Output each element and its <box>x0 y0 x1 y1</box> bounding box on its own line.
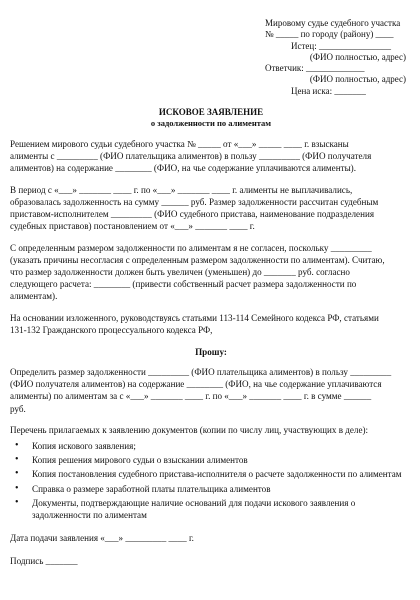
paragraph-line: образовалась задолженность на сумму ______ руб. Размер задолженности рассчитан судебным <box>10 196 379 207</box>
paragraph-line: Решением мирового судьи судебного участка № _____ от «___» _____ ____ г. взысканы <box>10 139 349 150</box>
addressee-court: Мировому судье судебного участка <box>265 18 401 28</box>
paragraph-line: 131-132 Гражданского процессуального кодекса РФ, <box>10 324 213 335</box>
attachments-list <box>10 440 412 521</box>
attachment-item: • Документы, подтверждающие наличие оснований для подачи искового заявления о задолженности по алиментам <box>10 497 412 521</box>
paragraph-debt <box>10 184 412 233</box>
defendant-hint: (ФИО полностью, адрес) <box>309 74 406 85</box>
filing-date-line: Дата подачи заявления «___» _________ ____ г. <box>10 533 194 544</box>
request-heading: Прошу: <box>195 346 227 357</box>
paragraph-line: С определенным размером задолженности по алиментам я не согласен, поскольку _________ <box>10 242 372 253</box>
addressee-block <box>265 18 412 97</box>
plaintiff-line: Истец: ________________ <box>291 40 391 51</box>
paragraph-request <box>10 366 412 415</box>
paragraph-line: судебных приставов) постановлением от «___» _______ ____ г. <box>10 221 255 232</box>
paragraph-line: что размер задолженности должен быть увеличен (уменьшен) до _______ руб. согласно <box>10 266 350 277</box>
plaintiff-hint: (ФИО полностью, адрес) <box>309 51 406 62</box>
attachment-item: • Копия решения мирового судьи о взыскании алиментов <box>10 454 412 466</box>
paragraph-line: алиментам). <box>10 291 58 302</box>
paragraph-line: (указать причины несогласия с определенным размером задолженности по алиментам). Считаю, <box>10 254 385 265</box>
paragraph-line: следующего расчета: ________ (привести собственный расчет размера задолженности по <box>10 279 357 290</box>
paragraph-legal-basis <box>10 312 412 336</box>
paragraph-line: алименты с _________ (ФИО плательщика алиментов) в пользу _________ (ФИО получателя <box>10 151 372 162</box>
attachments-intro: Перечень прилагаемых к заявлению документов (копии по числу лиц, участвующих в деле): <box>10 424 369 435</box>
document-title: ИСКОВОЕ ЗАЯВЛЕНИЕ <box>158 107 264 118</box>
paragraph-line: На основании изложенного, руководствуясь статьями 113-114 Семейного кодекса РФ, статьями <box>10 312 379 323</box>
claim-value-line: Цена иска: _______ <box>291 85 366 96</box>
paragraph-disagreement <box>10 242 412 303</box>
addressee-court-number: № _____ по городу (району) ____ <box>265 29 394 40</box>
paragraph-line: алиментов) на содержание ________ (ФИО, на чье содержание уплачиваются алименты). <box>10 163 356 174</box>
paragraph-line: приставом-исполнителем _________ (ФИО судебного пристава, наименование подразделения <box>10 209 375 220</box>
paragraph-decision <box>10 138 412 175</box>
defendant-line: Ответчик: _____________ <box>265 63 365 74</box>
paragraph-line: алименты) по алиментам за с «___» _______ ____ г. по «___» _______ ____ г. в сумме ______ <box>10 391 372 402</box>
paragraph-line: Определить размер задолженности _________ (ФИО плательщика алиментов) в пользу _________ <box>10 366 392 377</box>
attachment-item: • Справка о размере заработной платы плательщика алиментов <box>10 483 412 495</box>
paragraph-line: (ФИО получателя алиментов) на содержание ________ (ФИО, на чье содержание уплачиваются <box>10 379 382 390</box>
signature-line: Подпись _______ <box>10 556 78 567</box>
paragraph-line: руб. <box>10 403 26 414</box>
document-subtitle: о задолженности по алиментам <box>150 118 272 129</box>
attachment-item: • Копия постановления судебного пристава-исполнителя о расчете задолженности по алиментам <box>10 468 412 480</box>
paragraph-line: В период с «___» _______ ____ г. по «___» _______ ____ г. алименты не выплачивались, <box>10 184 353 195</box>
attachment-item: • Копия искового заявления; <box>10 440 412 452</box>
